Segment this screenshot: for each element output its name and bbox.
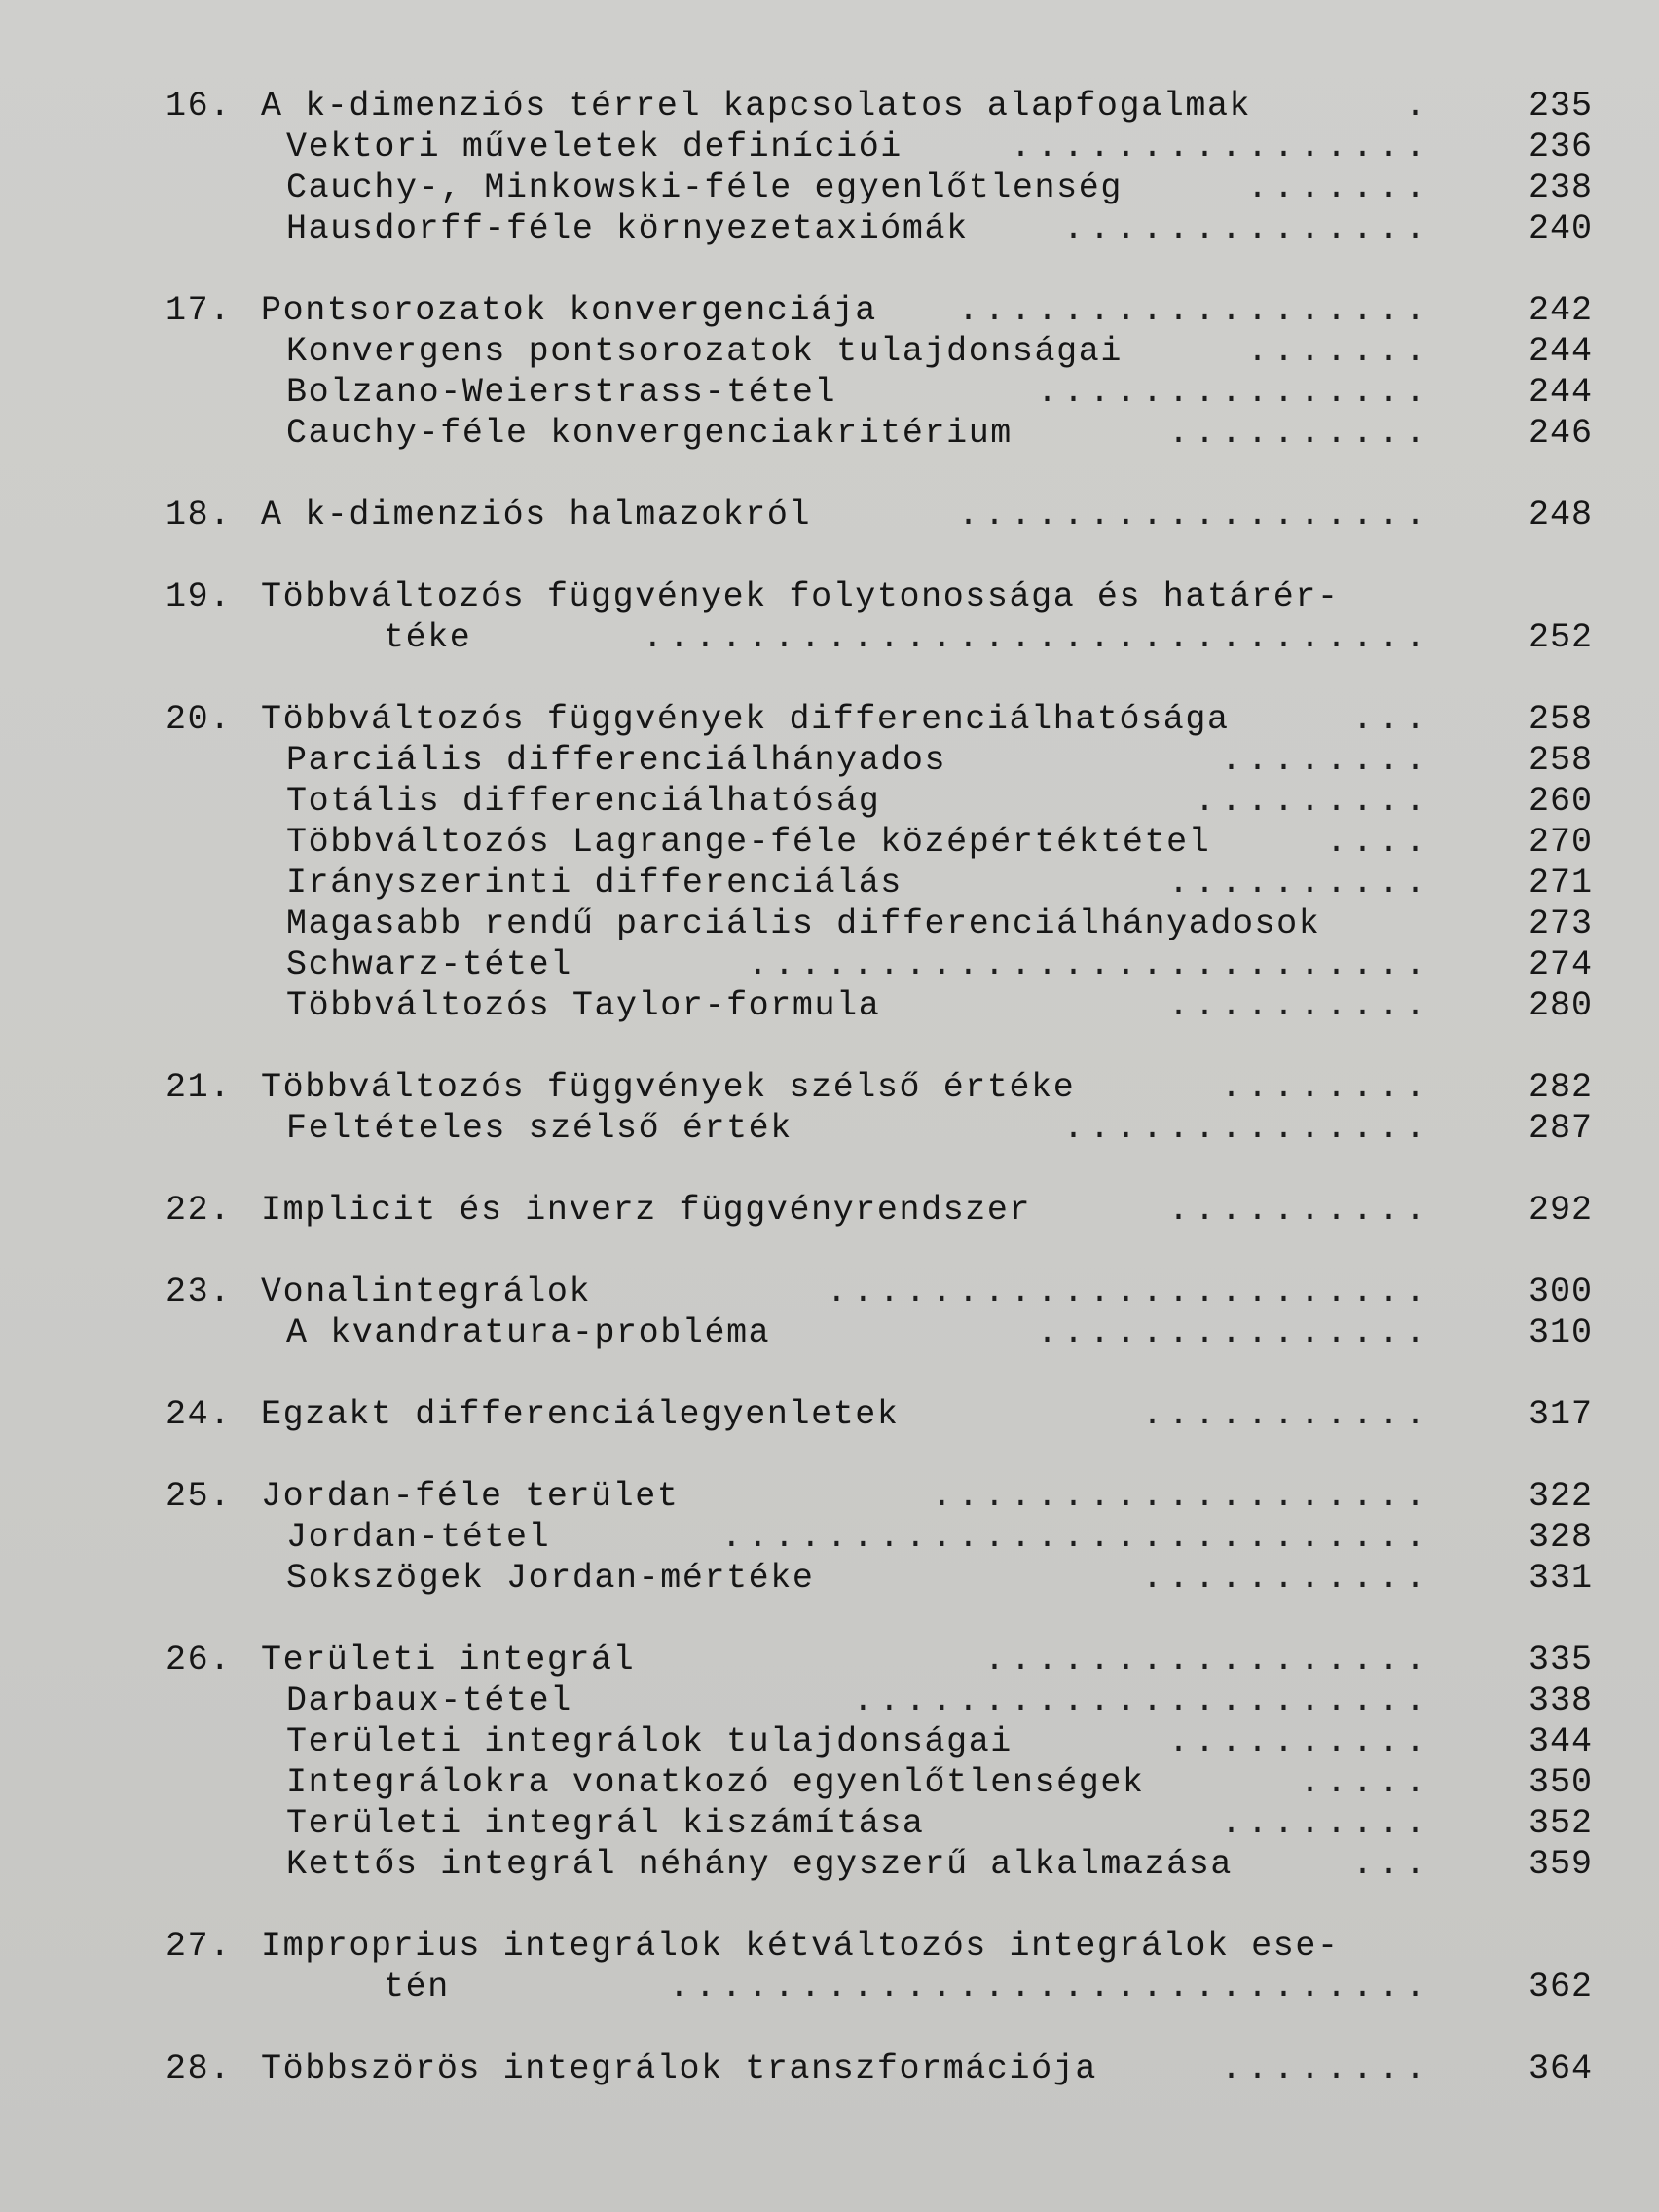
page-number: 359	[1528, 1845, 1593, 1884]
entry-title: Többváltozós Taylor-formula	[286, 986, 881, 1025]
entry-title: Totális differenciálhatóság	[286, 782, 881, 821]
entry-title: Kettős integrál néhány egyszerű alkalmazása	[286, 1845, 1233, 1884]
page-number: 244	[1528, 373, 1593, 412]
page-number: 258	[1528, 741, 1593, 780]
page-number: 335	[1528, 1641, 1593, 1679]
toc-subentry	[166, 781, 1593, 822]
entry-title: Pontsorozatok konvergenciája	[261, 291, 877, 330]
entry-title: Cauchy-féle konvergenciakritérium	[286, 414, 1013, 453]
dot-leader: ..........	[1167, 864, 1431, 903]
dot-leader: .......	[1246, 332, 1431, 371]
dot-leader: ........	[1220, 2049, 1431, 2088]
toc-chapter-entry	[166, 1926, 1577, 1967]
entry-title: Schwarz-tétel	[286, 945, 572, 984]
dot-leader: .................	[983, 1641, 1431, 1679]
dot-leader: .......................	[826, 1272, 1431, 1311]
entry-title: Improprius integrálok kétváltozós integrálok ese-	[261, 1927, 1340, 1966]
dot-leader: ................	[1010, 128, 1431, 166]
section-spacer	[166, 1231, 1577, 1272]
page-number: 362	[1528, 1968, 1593, 2007]
dot-leader: ..............	[1062, 209, 1431, 248]
entry-title: Többváltozós Lagrange-féle középértéktétel	[286, 823, 1211, 862]
entry-title: Többváltozós függvények differenciálhatósága	[261, 700, 1230, 739]
page-number: 260	[1528, 782, 1593, 821]
page-number: 282	[1528, 1068, 1593, 1107]
section-spacer	[166, 1885, 1577, 1926]
entry-title: Vonalintegrálok	[261, 1272, 592, 1311]
entry-title: Darbaux-tétel	[286, 1681, 572, 1720]
page-number: 235	[1528, 87, 1593, 126]
toc-chapter-entry	[166, 495, 1593, 535]
dot-leader: ..............	[1062, 1109, 1431, 1148]
entry-title: Irányszerinti differenciálás	[286, 864, 903, 903]
dot-leader: ........	[1220, 1804, 1431, 1843]
toc-chapter-entry	[166, 1272, 1593, 1312]
chapter-number: 18.	[166, 496, 232, 535]
toc-chapter-entry	[166, 1640, 1593, 1680]
page-number: 328	[1528, 1518, 1593, 1557]
toc-subentry	[166, 167, 1593, 208]
page-number: 244	[1528, 332, 1593, 371]
toc-subentry	[166, 331, 1593, 372]
entry-title: Feltételes szélső érték	[286, 1109, 793, 1148]
page-number: 300	[1528, 1272, 1593, 1311]
dot-leader: ...	[1351, 1845, 1431, 1884]
dot-leader: ........	[1220, 741, 1431, 780]
page-number: 240	[1528, 209, 1593, 248]
page-number: 270	[1528, 823, 1593, 862]
toc-chapter-entry	[166, 86, 1593, 127]
page-number: 271	[1528, 864, 1593, 903]
chapter-number: 27.	[166, 1927, 232, 1966]
toc-subentry	[166, 127, 1593, 167]
chapter-number: 19.	[166, 577, 232, 616]
dot-leader: ..................	[957, 496, 1431, 535]
section-spacer	[166, 454, 1577, 495]
page-number: 258	[1528, 700, 1593, 739]
toc-subentry	[166, 1312, 1593, 1353]
toc-chapter-entry	[166, 1476, 1593, 1517]
entry-title: Hausdorff-féle környezetaxiómák	[286, 209, 969, 248]
dot-leader: ...................	[931, 1477, 1431, 1516]
dot-leader: .	[1404, 87, 1431, 126]
dot-leader: ......................	[852, 1681, 1431, 1720]
toc-subentry	[166, 413, 1593, 454]
toc-chapter-entry	[166, 576, 1577, 617]
entry-title: Területi integrálok tulajdonságai	[286, 1722, 1013, 1761]
toc-subentry	[166, 740, 1593, 781]
entry-title: Bolzano-Weierstrass-tétel	[286, 373, 837, 412]
dot-leader: ..................	[957, 291, 1431, 330]
page-number: 274	[1528, 945, 1593, 984]
chapter-number: 20.	[166, 700, 232, 739]
entry-title: Vektori műveletek definíciói	[286, 128, 903, 166]
toc-chapter-entry	[166, 1190, 1593, 1231]
section-spacer	[166, 1435, 1577, 1476]
entry-title: téke	[384, 618, 472, 657]
entry-title: Jordan-féle terület	[261, 1477, 680, 1516]
entry-title: A k-dimenziós térrel kapcsolatos alapfogalmak	[261, 87, 1252, 126]
page-number: 352	[1528, 1804, 1593, 1843]
page-number: 236	[1528, 128, 1593, 166]
page-number: 338	[1528, 1681, 1593, 1720]
section-spacer	[166, 1026, 1577, 1067]
dot-leader: ..........	[1167, 986, 1431, 1025]
dot-leader: ..........	[1167, 1191, 1431, 1230]
dot-leader: ..........................	[747, 945, 1431, 984]
entry-title: Sokszögek Jordan-mértéke	[286, 1559, 815, 1598]
page-number: 246	[1528, 414, 1593, 453]
toc-subentry	[166, 1721, 1593, 1762]
entry-title: Többváltozós függvények folytonossága és határér-	[261, 577, 1340, 616]
page-number: 242	[1528, 291, 1593, 330]
page-number: 273	[1528, 904, 1593, 943]
toc-subentry	[166, 1517, 1593, 1558]
toc-chapter-entry	[166, 1067, 1593, 1108]
page-number: 287	[1528, 1109, 1593, 1148]
page-number: 350	[1528, 1763, 1593, 1802]
toc-subentry	[166, 822, 1593, 863]
entry-title: Egzakt differenciálegyenletek	[261, 1395, 900, 1434]
entry-title: A kvandratura-probléma	[286, 1313, 771, 1352]
toc-subentry	[166, 1967, 1593, 2008]
chapter-number: 23.	[166, 1272, 232, 1311]
entry-title: Integrálokra vonatkozó egyenlőtlenségek	[286, 1763, 1145, 1802]
dot-leader: ...	[1351, 700, 1431, 739]
toc-subentry	[166, 903, 1593, 944]
toc-chapter-entry	[166, 699, 1593, 740]
chapter-number: 16.	[166, 87, 232, 126]
dot-leader: ........	[1220, 1068, 1431, 1107]
toc-subentry	[166, 863, 1593, 903]
entry-title: Területi integrál	[261, 1641, 636, 1679]
dot-leader: ...........................	[720, 1518, 1431, 1557]
chapter-number: 22.	[166, 1191, 232, 1230]
entry-title: Többváltozós függvények szélső értéke	[261, 1068, 1076, 1107]
section-spacer	[166, 249, 1577, 290]
dot-leader: ...........	[1141, 1395, 1431, 1434]
page-number: 331	[1528, 1559, 1593, 1598]
chapter-number: 25.	[166, 1477, 232, 1516]
toc-subentry	[166, 1680, 1593, 1721]
chapter-number: 21.	[166, 1068, 232, 1107]
dot-leader: ..............................	[642, 618, 1431, 657]
toc-chapter-entry	[166, 290, 1593, 331]
dot-leader: ....	[1325, 823, 1431, 862]
chapter-number: 24.	[166, 1395, 232, 1434]
page-number: 252	[1528, 618, 1593, 657]
entry-title: Területi integrál kiszámítása	[286, 1804, 925, 1843]
entry-title: Cauchy-, Minkowski-féle egyenlőtlenség	[286, 168, 1123, 207]
dot-leader: .....	[1299, 1763, 1431, 1802]
section-spacer	[166, 1599, 1577, 1640]
toc-chapter-entry	[166, 2048, 1593, 2089]
toc-subentry	[166, 985, 1593, 1026]
entry-title: Többszörös integrálok transzformációja	[261, 2049, 1097, 2088]
toc-subentry	[166, 372, 1593, 413]
chapter-number: 17.	[166, 291, 232, 330]
entry-title: A k-dimenziós halmazokról	[261, 496, 812, 535]
dot-leader: ...............	[1036, 1313, 1431, 1352]
page-number: 344	[1528, 1722, 1593, 1761]
toc-subentry	[166, 944, 1593, 985]
page-number: 238	[1528, 168, 1593, 207]
toc-chapter-entry	[166, 1394, 1593, 1435]
page-number: 292	[1528, 1191, 1593, 1230]
table-of-contents	[166, 86, 1593, 2089]
dot-leader: ...........	[1141, 1559, 1431, 1598]
section-spacer	[166, 1149, 1577, 1190]
entry-title: Konvergens pontsorozatok tulajdonságai	[286, 332, 1123, 371]
section-spacer	[166, 535, 1577, 576]
section-spacer	[166, 1353, 1577, 1394]
dot-leader: ...............	[1036, 373, 1431, 412]
toc-subentry	[166, 1844, 1593, 1885]
dot-leader: .......	[1246, 168, 1431, 207]
toc-subentry	[166, 1108, 1593, 1149]
dot-leader: .............................	[668, 1968, 1431, 2007]
entry-title: Magasabb rendű parciális differenciálhányadosok	[286, 904, 1321, 943]
page-number: 364	[1528, 2049, 1593, 2088]
page-number: 280	[1528, 986, 1593, 1025]
entry-title: Jordan-tétel	[286, 1518, 551, 1557]
chapter-number: 26.	[166, 1641, 232, 1679]
dot-leader: ..........	[1167, 414, 1431, 453]
dot-leader: .........	[1194, 782, 1431, 821]
toc-subentry	[166, 1762, 1593, 1803]
page-number: 310	[1528, 1313, 1593, 1352]
entry-title: Implicit és inverz függvényrendszer	[261, 1191, 1032, 1230]
entry-title: Parciális differenciálhányados	[286, 741, 947, 780]
chapter-number: 28.	[166, 2049, 232, 2088]
toc-subentry	[166, 617, 1593, 658]
page-number: 322	[1528, 1477, 1593, 1516]
section-spacer	[166, 2008, 1577, 2048]
toc-subentry	[166, 208, 1593, 249]
entry-title: tén	[384, 1968, 450, 2007]
dot-leader: ..........	[1167, 1722, 1431, 1761]
page-number: 317	[1528, 1395, 1593, 1434]
toc-subentry	[166, 1803, 1593, 1844]
section-spacer	[166, 658, 1577, 699]
toc-subentry	[166, 1558, 1593, 1599]
page-number: 248	[1528, 496, 1593, 535]
